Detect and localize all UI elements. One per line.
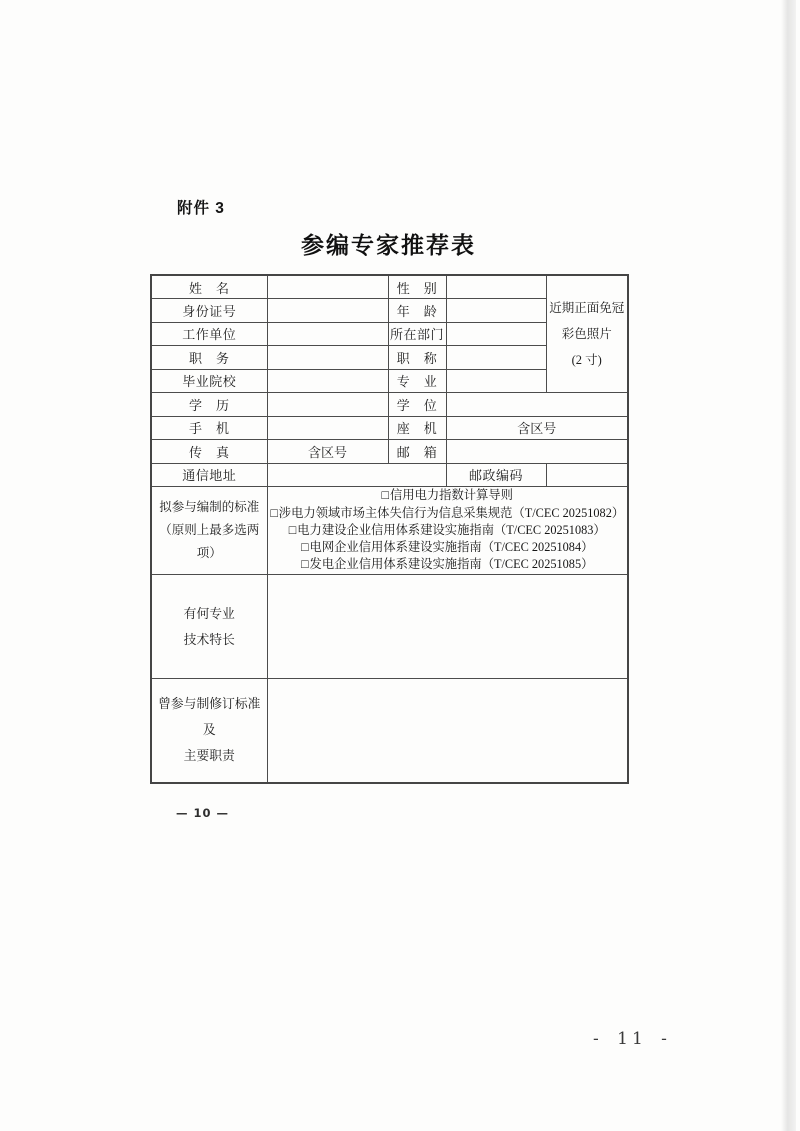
standard-option [268, 556, 628, 573]
value-past-standards-duties [267, 679, 628, 783]
checkbox-icon: □ [301, 540, 309, 555]
value-age [446, 299, 546, 323]
value-alma-mater [267, 369, 388, 393]
label-mailing-address: 通信地址 [151, 463, 267, 487]
page-title: 参编专家推荐表 [301, 233, 476, 258]
value-professional-title [446, 346, 546, 370]
value-postal-code [546, 463, 628, 487]
table-row [151, 393, 628, 417]
label-degree: 学 位 [388, 393, 446, 417]
label-standards-line: 拟参与编制的标准 [159, 500, 260, 514]
footer-page-number: - 11 - [593, 1029, 671, 1049]
label-professional-title: 职 称 [388, 346, 446, 370]
value-technical-expertise [267, 575, 628, 679]
label-id-number: 身份证号 [151, 299, 267, 323]
label-name: 姓 名 [151, 275, 267, 299]
standard-option-label: 电力建设企业信用体系建设实施指南（T/CEC 20251083） [297, 522, 606, 537]
table-row [151, 440, 628, 464]
label-past-standards-duties-line: 曾参与制修订标准及 [158, 697, 261, 738]
value-position [267, 346, 388, 370]
table-row [151, 275, 628, 299]
label-past-standards-duties-line: 主要职责 [183, 749, 235, 764]
checkbox-icon: □ [270, 505, 278, 520]
inner-page-number: — 10 — [176, 806, 230, 820]
standard-option [268, 522, 628, 539]
label-mobile: 手 机 [151, 416, 267, 440]
label-position: 职 务 [151, 346, 267, 370]
label-alma-mater: 毕业院校 [151, 369, 267, 393]
table-row [151, 416, 628, 440]
label-postal-code: 邮政编码 [446, 463, 546, 487]
label-fax: 传 真 [151, 440, 267, 464]
label-standards-line: （原则上最多选两项） [159, 523, 260, 560]
value-name [267, 275, 388, 299]
value-mobile [267, 416, 388, 440]
standard-option-label: 电网企业信用体系建设实施指南（T/CEC 20251084） [309, 540, 594, 555]
table-row [151, 575, 628, 679]
value-id-number [267, 299, 388, 323]
value-major [446, 369, 546, 393]
standard-option-label: 发电企业信用体系建设实施指南（T/CEC 20251085） [309, 557, 594, 572]
label-age: 年 龄 [388, 299, 446, 323]
table-row [151, 463, 628, 487]
value-mailing-address [267, 463, 446, 487]
table-row [151, 487, 628, 575]
label-work-unit: 工作单位 [151, 322, 267, 346]
label-technical-expertise-line: 技术特长 [183, 632, 235, 647]
value-work-unit [267, 322, 388, 346]
photo-instructions [546, 275, 628, 393]
label-past-standards-duties [151, 679, 267, 783]
table-row [151, 679, 628, 783]
label-landline: 座 机 [388, 416, 446, 440]
standard-option-label: 信用电力指数计算导则 [389, 488, 513, 503]
photo-instructions-line: (2 寸) [571, 353, 602, 367]
standard-option [268, 487, 628, 504]
label-major: 专 业 [388, 369, 446, 393]
attachment-label: 附件 3 [177, 200, 225, 217]
value-education [267, 393, 388, 417]
value-fax-hint: 含区号 [267, 440, 388, 464]
label-gender: 性 别 [388, 275, 446, 299]
value-gender [446, 275, 546, 299]
standard-option [268, 505, 628, 522]
value-email [446, 440, 628, 464]
value-degree [446, 393, 628, 417]
photo-instructions-line: 近期正面免冠 [549, 301, 625, 315]
standards-options-cell [267, 487, 628, 575]
label-email: 邮 箱 [388, 440, 446, 464]
standard-option [268, 539, 628, 556]
standard-option-label: 涉电力领域市场主体失信行为信息采集规范（T/CEC 20251082） [278, 505, 625, 520]
scan-edge-artifact [781, 0, 796, 1131]
value-landline-hint: 含区号 [446, 416, 628, 440]
checkbox-icon: □ [381, 488, 389, 503]
value-department [446, 322, 546, 346]
label-technical-expertise [151, 575, 267, 679]
label-standards-to-join [151, 487, 267, 575]
photo-instructions-line: 彩色照片 [561, 327, 612, 341]
label-technical-expertise-line: 有何专业 [183, 606, 235, 621]
checkbox-icon: □ [301, 557, 309, 572]
label-department: 所在部门 [388, 322, 446, 346]
label-education: 学 历 [151, 393, 267, 417]
checkbox-icon: □ [288, 522, 297, 537]
expert-recommendation-form [150, 274, 629, 784]
